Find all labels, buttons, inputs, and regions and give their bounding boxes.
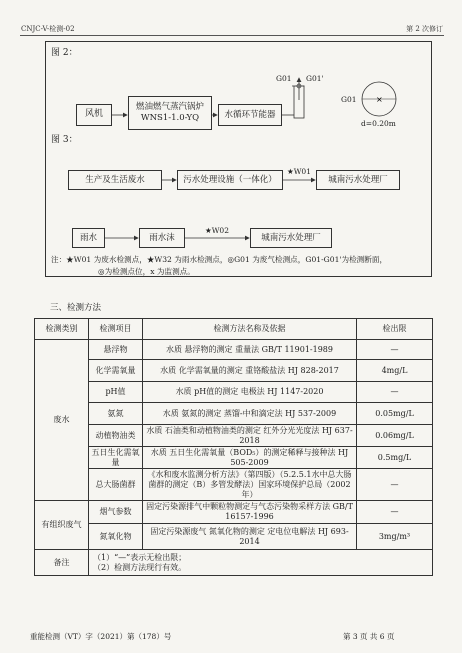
limit-cell: 4mg/L xyxy=(357,360,433,382)
section-title: 三、检测方法 xyxy=(50,303,102,313)
economizer-box: 水循环节能器 xyxy=(218,104,282,126)
table-row xyxy=(35,403,433,425)
remark-label: 备注 xyxy=(35,550,89,576)
label-w01: ★W01 xyxy=(287,167,311,176)
rain-box: 雨水 xyxy=(72,228,105,248)
item-cell: 氨氮 xyxy=(89,403,143,425)
header-method: 检测方法名称及依据 xyxy=(143,319,357,340)
limit-cell: 0.06mg/L xyxy=(357,425,433,447)
label-w02: ★W02 xyxy=(205,226,229,235)
methods-table xyxy=(34,318,433,576)
remark-line-1: （1）“—”表示无检出限； xyxy=(93,552,187,562)
item-cell: 化学需氧量 xyxy=(89,360,143,382)
fig3-label: 图 3： xyxy=(51,135,78,145)
item-cell: 烟气参数 xyxy=(89,501,143,524)
item-cell: pH值 xyxy=(89,382,143,403)
item-cell: 悬浮物 xyxy=(89,340,143,360)
method-cell: 水质 五日生化需氧量（BOD₅）的测定稀释与接种法 HJ 505-2009 xyxy=(143,447,357,469)
header-revision: 第 2 次修订 xyxy=(406,25,443,33)
label-circle-g01: G01 xyxy=(341,95,357,104)
limit-cell: — xyxy=(357,340,433,360)
table-row xyxy=(35,425,433,447)
limit-cell: — xyxy=(357,382,433,403)
method-cell: 水质 石油类和动植物油类的测定 红外分光光度法 HJ 637-2018 xyxy=(143,425,357,447)
item-cell: 五日生化需氧量 xyxy=(89,447,143,469)
measure-point-icon: × xyxy=(376,95,383,104)
label-diameter: d=0.20m xyxy=(361,119,396,128)
method-cell: 水质 悬浮物的测定 重量法 GB/T 11901-1989 xyxy=(143,340,357,360)
label-g01-prime: G01' xyxy=(306,74,324,83)
table-header-row xyxy=(35,319,433,340)
remark-content xyxy=(89,550,433,576)
limit-cell: — xyxy=(357,469,433,501)
header-item: 检测项目 xyxy=(89,319,143,340)
plant-box-2: 城南污水处理厂 xyxy=(250,228,332,248)
header-doc-id: CNJC-V-检测-02 xyxy=(21,25,75,33)
footer-page-number: 第 3 页 共 6 页 xyxy=(343,632,395,641)
table-row xyxy=(35,524,433,550)
limit-cell: 3mg/m³ xyxy=(357,524,433,550)
boiler-name: 燃油燃气蒸汽锅炉 xyxy=(135,102,204,113)
method-cell: 《水和废水监测分析方法》（第四版）（5.2.5.1水中总大肠菌群的测定（B）多管发酵法）国家环境保护总局（2002年） xyxy=(143,469,357,501)
method-cell: 水质 pH值的测定 电极法 HJ 1147-2020 xyxy=(143,382,357,403)
method-cell: 水质 化学需氧量的测定 重铬酸盐法 HJ 828-2017 xyxy=(143,360,357,382)
remark-row xyxy=(35,550,433,576)
label-g01: G01 xyxy=(276,74,292,83)
treatment-facility-box: 污水处理设施（一体化） xyxy=(177,170,283,190)
item-cell: 动植物油类 xyxy=(89,425,143,447)
rain-ditch-box: 雨水沫 xyxy=(139,228,185,248)
category-wastewater: 废水 xyxy=(35,340,89,501)
item-cell: 氮氧化物 xyxy=(89,524,143,550)
limit-cell: 0.5mg/L xyxy=(357,447,433,469)
method-cell: 固定污染源废气 氮氧化物的测定 定电位电解法 HJ 693-2014 xyxy=(143,524,357,550)
fan-box: 风机 xyxy=(76,104,112,126)
method-cell: 水质 氨氮的测定 蒸馏-中和滴定法 HJ 537-2009 xyxy=(143,403,357,425)
plant-box-1: 城南污水处理厂 xyxy=(316,170,400,190)
footer-report-number: 重能检测（VT）字（2021）第（178）号 xyxy=(30,632,172,641)
wastewater-source-box: 生产及生活废水 xyxy=(68,170,162,190)
header-limit: 检出限 xyxy=(357,319,433,340)
figure-note-line1: 注：★W01 为废水检测点，★W32 为雨水检测点，◎G01 为废气检测点，G01-G01'为检测断面， xyxy=(51,255,388,264)
table-row xyxy=(35,447,433,469)
table-row xyxy=(35,382,433,403)
table-row xyxy=(35,340,433,360)
table-row xyxy=(35,360,433,382)
limit-cell: 0.05mg/L xyxy=(357,403,433,425)
boiler-model: WNS1-1.0-YQ xyxy=(140,113,200,123)
remark-line-2: （2）检测方法现行有效。 xyxy=(93,562,187,572)
method-cell: 固定污染源排气中颗粒物测定与气态污染物采样方法 GB/T 16157-1996 xyxy=(143,501,357,524)
limit-cell: — xyxy=(357,501,433,524)
category-exhaust-gas: 有组织废气 xyxy=(35,501,89,550)
table-row xyxy=(35,469,433,501)
table-row xyxy=(35,501,433,524)
figure-note-line2: ◎为检测点位，x 为监测点。 xyxy=(98,267,195,276)
item-cell: 总大肠菌群 xyxy=(89,469,143,501)
fig2-label: 图 2： xyxy=(51,48,78,58)
header-category: 检测类别 xyxy=(35,319,89,340)
